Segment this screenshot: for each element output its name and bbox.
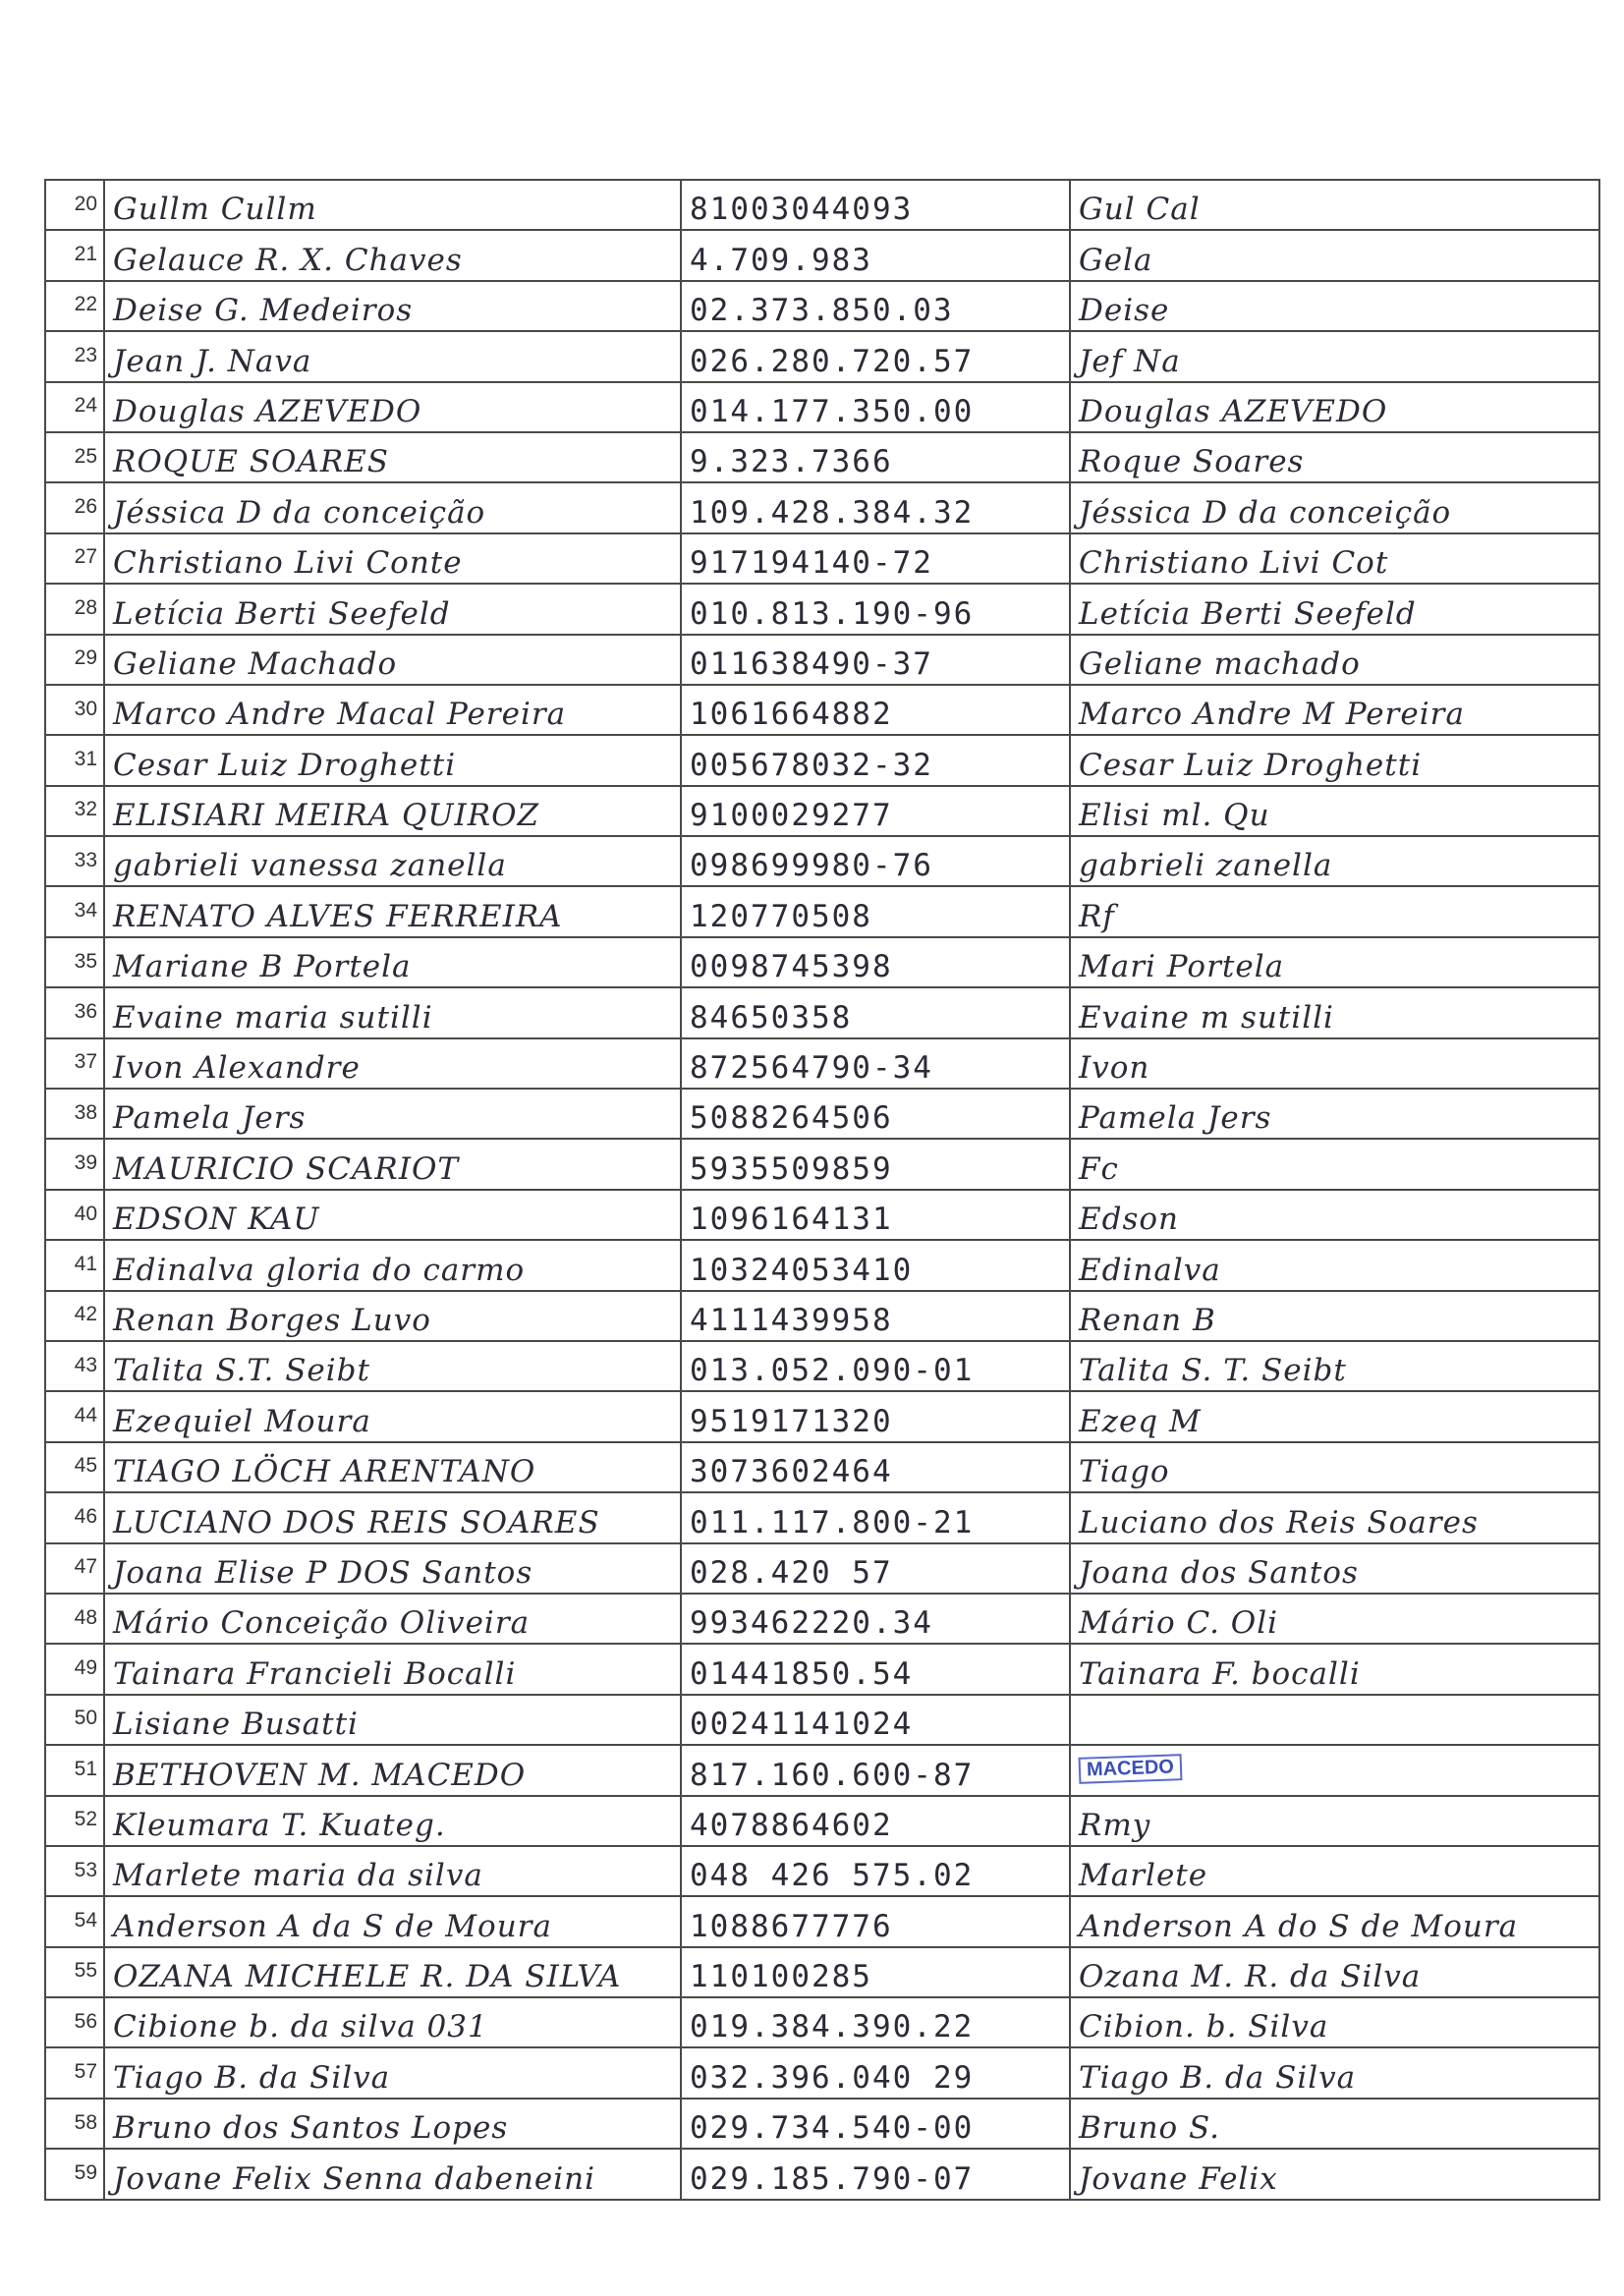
participant-signature: Edinalva <box>1079 1252 1221 1288</box>
participant-name: Marlete maria da silva <box>105 1847 682 1895</box>
participant-id-number: 917194140-72 <box>682 534 1071 583</box>
table-row <box>46 483 1598 533</box>
table-row <box>46 787 1598 837</box>
participant-name: Evaine maria sutilli <box>105 988 682 1036</box>
participant-name: Geliane Machado <box>105 636 682 684</box>
participant-name: Ezequiel Moura <box>105 1392 682 1440</box>
participant-name: Pamela Jers <box>105 1090 682 1138</box>
row-number: 22 <box>46 282 105 330</box>
row-number: 39 <box>46 1140 105 1188</box>
participant-id-number: 5088264506 <box>682 1090 1071 1138</box>
row-number: 48 <box>46 1595 105 1643</box>
table-row <box>46 1998 1598 2048</box>
participant-id-number: 3073602464 <box>682 1443 1071 1491</box>
table-row <box>46 1645 1598 1695</box>
participant-name: TIAGO LÖCH ARENTANO <box>105 1443 682 1491</box>
participant-id-number: 1061664882 <box>682 686 1071 734</box>
participant-signature: Rf <box>1079 898 1115 934</box>
participant-id-number: 048 426 575.02 <box>682 1847 1071 1895</box>
table-row <box>46 1797 1598 1847</box>
participant-id-number: 011638490-37 <box>682 636 1071 684</box>
participant-signature: Jovane Felix <box>1079 2160 1278 2197</box>
row-number: 30 <box>46 686 105 734</box>
table-row <box>46 1696 1598 1746</box>
participant-id-number: 4078864602 <box>682 1797 1071 1845</box>
participant-id-number: 9100029277 <box>682 787 1071 835</box>
participant-signature: Gela <box>1079 242 1153 278</box>
participant-name: Cesar Luiz Droghetti <box>105 736 682 784</box>
participant-id-number: 005678032-32 <box>682 736 1071 784</box>
participant-signature: Rmy <box>1079 1807 1151 1843</box>
participant-signature: Cibion. b. Silva <box>1079 2009 1329 2045</box>
row-number: 51 <box>46 1746 105 1794</box>
row-number: 32 <box>46 787 105 835</box>
row-number: 43 <box>46 1342 105 1390</box>
table-row <box>46 383 1598 433</box>
participant-signature: Roque Soares <box>1079 444 1305 480</box>
table-row <box>46 1241 1598 1291</box>
participant-signature: Geliane machado <box>1079 645 1361 682</box>
participant-name: Marco Andre Macal Pereira <box>105 686 682 734</box>
participant-name: Jéssica D da conceição <box>105 483 682 532</box>
table-row <box>46 1493 1598 1543</box>
participant-name: EDSON KAU <box>105 1191 682 1239</box>
participant-id-number: 81003044093 <box>682 181 1071 229</box>
participant-signature: Letícia Berti Seefeld <box>1079 595 1417 632</box>
row-number: 36 <box>46 988 105 1036</box>
signature-sheet-table <box>44 179 1600 2201</box>
participant-signature: gabrieli zanella <box>1079 848 1333 884</box>
participant-id-number: 01441850.54 <box>682 1645 1071 1693</box>
table-row <box>46 1342 1598 1392</box>
participant-signature: Mário C. Oli <box>1079 1605 1279 1642</box>
participant-name: Jean J. Nava <box>105 332 682 380</box>
row-number: 23 <box>46 332 105 380</box>
row-number: 54 <box>46 1897 105 1945</box>
row-number: 45 <box>46 1443 105 1491</box>
table-row <box>46 433 1598 483</box>
participant-id-number: 00241141024 <box>682 1696 1071 1744</box>
participant-name: Anderson A da S de Moura <box>105 1897 682 1945</box>
participant-id-number: 1088677776 <box>682 1897 1071 1945</box>
participant-name: Tainara Francieli Bocalli <box>105 1645 682 1693</box>
participant-name: Gelauce R. X. Chaves <box>105 231 682 279</box>
row-number: 52 <box>46 1797 105 1845</box>
participant-signature: Evaine m sutilli <box>1079 999 1334 1036</box>
row-number: 27 <box>46 534 105 583</box>
participant-signature: Anderson A do S de Moura <box>1079 1908 1519 1944</box>
participant-name: Joana Elise P DOS Santos <box>105 1544 682 1593</box>
participant-id-number: 872564790-34 <box>682 1039 1071 1088</box>
participant-signature <box>1071 1746 1598 1794</box>
table-row <box>46 2100 1598 2150</box>
table-row <box>46 2048 1598 2099</box>
participant-signature: Tainara F. bocalli <box>1079 1655 1361 1692</box>
row-number: 53 <box>46 1847 105 1895</box>
participant-id-number: 4111439958 <box>682 1292 1071 1340</box>
row-number: 25 <box>46 433 105 481</box>
participant-name: Cibione b. da silva 031 <box>105 1998 682 2046</box>
participant-id-number: 029.734.540-00 <box>682 2100 1071 2148</box>
row-number: 44 <box>46 1392 105 1440</box>
row-number: 56 <box>46 1998 105 2046</box>
participant-name: ROQUE SOARES <box>105 433 682 481</box>
participant-id-number: 10324053410 <box>682 1241 1071 1289</box>
table-row <box>46 1039 1598 1090</box>
row-number: 37 <box>46 1039 105 1088</box>
participant-signature: Deise <box>1079 293 1170 329</box>
participant-name: Christiano Livi Conte <box>105 534 682 583</box>
participant-signature: Renan B <box>1079 1302 1216 1338</box>
participant-signature: Marco Andre M Pereira <box>1079 697 1465 733</box>
row-number: 49 <box>46 1645 105 1693</box>
participant-name: MAURICIO SCARIOT <box>105 1140 682 1188</box>
participant-name: Jovane Felix Senna dabeneini <box>105 2150 682 2198</box>
table-row <box>46 231 1598 281</box>
row-number: 42 <box>46 1292 105 1340</box>
participant-signature: Bruno S. <box>1079 2110 1221 2147</box>
participant-signature: Elisi ml. Qu <box>1079 798 1270 834</box>
table-row <box>46 1392 1598 1442</box>
participant-id-number: 9519171320 <box>682 1392 1071 1440</box>
participant-name: ELISIARI MEIRA QUIROZ <box>105 787 682 835</box>
participant-name: Gullm Cullm <box>105 181 682 229</box>
participant-id-number: 84650358 <box>682 988 1071 1036</box>
participant-signature: Marlete <box>1079 1858 1208 1894</box>
participant-signature: Joana dos Santos <box>1079 1554 1359 1591</box>
participant-signature: Ivon <box>1079 1050 1150 1087</box>
participant-name: Kleumara T. Kuateg. <box>105 1797 682 1845</box>
participant-signature: Ozana M. R. da Silva <box>1079 1959 1422 1995</box>
participant-id-number: 5935509859 <box>682 1140 1071 1188</box>
participant-id-number: 013.052.090-01 <box>682 1342 1071 1390</box>
participant-name: LUCIANO DOS REIS SOARES <box>105 1493 682 1541</box>
participant-id-number: 120770508 <box>682 887 1071 935</box>
participant-signature: Talita S. T. Seibt <box>1079 1353 1347 1389</box>
participant-signature: Tiago B. da Silva <box>1079 2059 1357 2096</box>
row-number: 41 <box>46 1241 105 1289</box>
table-row <box>46 1090 1598 1140</box>
participant-name: RENATO ALVES FERREIRA <box>105 887 682 935</box>
row-number: 58 <box>46 2100 105 2148</box>
participant-name: Renan Borges Luvo <box>105 1292 682 1340</box>
table-row <box>46 1292 1598 1342</box>
participant-name: Tiago B. da Silva <box>105 2048 682 2097</box>
table-row <box>46 988 1598 1038</box>
participant-name: Bruno dos Santos Lopes <box>105 2100 682 2148</box>
table-row <box>46 585 1598 635</box>
participant-name: Edinalva gloria do carmo <box>105 1241 682 1289</box>
participant-id-number: 110100285 <box>682 1948 1071 1996</box>
participant-name: Douglas AZEVEDO <box>105 383 682 431</box>
participant-id-number: 817.160.600-87 <box>682 1746 1071 1794</box>
participant-name: Talita S.T. Seibt <box>105 1342 682 1390</box>
participant-signature: Edson <box>1079 1202 1180 1238</box>
table-row <box>46 534 1598 585</box>
participant-id-number: 9.323.7366 <box>682 433 1071 481</box>
table-row <box>46 282 1598 332</box>
row-number: 35 <box>46 938 105 986</box>
row-number: 40 <box>46 1191 105 1239</box>
participant-id-number: 014.177.350.00 <box>682 383 1071 431</box>
participant-signature: Luciano dos Reis Soares <box>1079 1504 1479 1540</box>
table-row <box>46 1948 1598 1998</box>
row-number: 59 <box>46 2150 105 2198</box>
table-row <box>46 1443 1598 1493</box>
participant-signature: Jef Na <box>1079 343 1181 379</box>
participant-signature: Pamela Jers <box>1079 1100 1272 1137</box>
row-number: 34 <box>46 887 105 935</box>
table-row <box>46 1140 1598 1190</box>
participant-signature: Cesar Luiz Droghetti <box>1079 747 1423 783</box>
table-row <box>46 1746 1598 1796</box>
participant-id-number: 109.428.384.32 <box>682 483 1071 532</box>
participant-id-number: 02.373.850.03 <box>682 282 1071 330</box>
participant-id-number: 993462220.34 <box>682 1595 1071 1643</box>
table-row <box>46 736 1598 786</box>
participant-id-number: 4.709.983 <box>682 231 1071 279</box>
table-row <box>46 686 1598 736</box>
row-number: 46 <box>46 1493 105 1541</box>
table-row <box>46 887 1598 937</box>
row-number: 55 <box>46 1948 105 1996</box>
participant-name: OZANA MICHELE R. DA SILVA <box>105 1948 682 1996</box>
row-number: 33 <box>46 837 105 885</box>
participant-name: Letícia Berti Seefeld <box>105 585 682 633</box>
row-number: 38 <box>46 1090 105 1138</box>
participant-name: Ivon Alexandre <box>105 1039 682 1088</box>
participant-name: Mariane B Portela <box>105 938 682 986</box>
participant-signature: Christiano Livi Cot <box>1079 545 1389 582</box>
participant-name: BETHOVEN M. MACEDO <box>105 1746 682 1794</box>
table-row <box>46 332 1598 382</box>
participant-signature: Tiago <box>1079 1454 1170 1490</box>
row-number: 24 <box>46 383 105 431</box>
table-row <box>46 636 1598 686</box>
table-row <box>46 1544 1598 1595</box>
table-row <box>46 181 1598 231</box>
participant-signature: Mari Portela <box>1079 949 1285 985</box>
participant-signature: Douglas AZEVEDO <box>1079 393 1388 429</box>
participant-signature: Fc <box>1079 1150 1119 1187</box>
participant-name: Deise G. Medeiros <box>105 282 682 330</box>
participant-name: Mário Conceição Oliveira <box>105 1595 682 1643</box>
row-number: 50 <box>46 1696 105 1744</box>
table-row <box>46 938 1598 988</box>
participant-id-number: 029.185.790-07 <box>682 2150 1071 2198</box>
ink-stamp: MACEDO <box>1079 1754 1183 1784</box>
row-number: 29 <box>46 636 105 684</box>
table-row <box>46 1897 1598 1947</box>
participant-signature: Ezeq M <box>1079 1403 1202 1439</box>
row-number: 47 <box>46 1544 105 1593</box>
participant-id-number: 098699980-76 <box>682 837 1071 885</box>
table-row <box>46 2150 1598 2200</box>
participant-signature <box>1071 1696 1598 1744</box>
row-number: 21 <box>46 231 105 279</box>
table-row <box>46 1191 1598 1241</box>
row-number: 20 <box>46 181 105 229</box>
participant-id-number: 010.813.190-96 <box>682 585 1071 633</box>
participant-id-number: 0098745398 <box>682 938 1071 986</box>
row-number: 26 <box>46 483 105 532</box>
table-row <box>46 837 1598 887</box>
participant-id-number: 026.280.720.57 <box>682 332 1071 380</box>
table-row <box>46 1847 1598 1897</box>
participant-id-number: 011.117.800-21 <box>682 1493 1071 1541</box>
participant-id-number: 032.396.040 29 <box>682 2048 1071 2097</box>
row-number: 31 <box>46 736 105 784</box>
participant-id-number: 028.420 57 <box>682 1544 1071 1593</box>
participant-signature: Jéssica D da conceição <box>1079 494 1452 531</box>
participant-id-number: 019.384.390.22 <box>682 1998 1071 2046</box>
row-number: 28 <box>46 585 105 633</box>
participant-id-number: 1096164131 <box>682 1191 1071 1239</box>
row-number: 57 <box>46 2048 105 2097</box>
participant-signature: Gul Cal <box>1079 192 1201 228</box>
participant-name: Lisiane Busatti <box>105 1696 682 1744</box>
table-row <box>46 1595 1598 1645</box>
participant-name: gabrieli vanessa zanella <box>105 837 682 885</box>
